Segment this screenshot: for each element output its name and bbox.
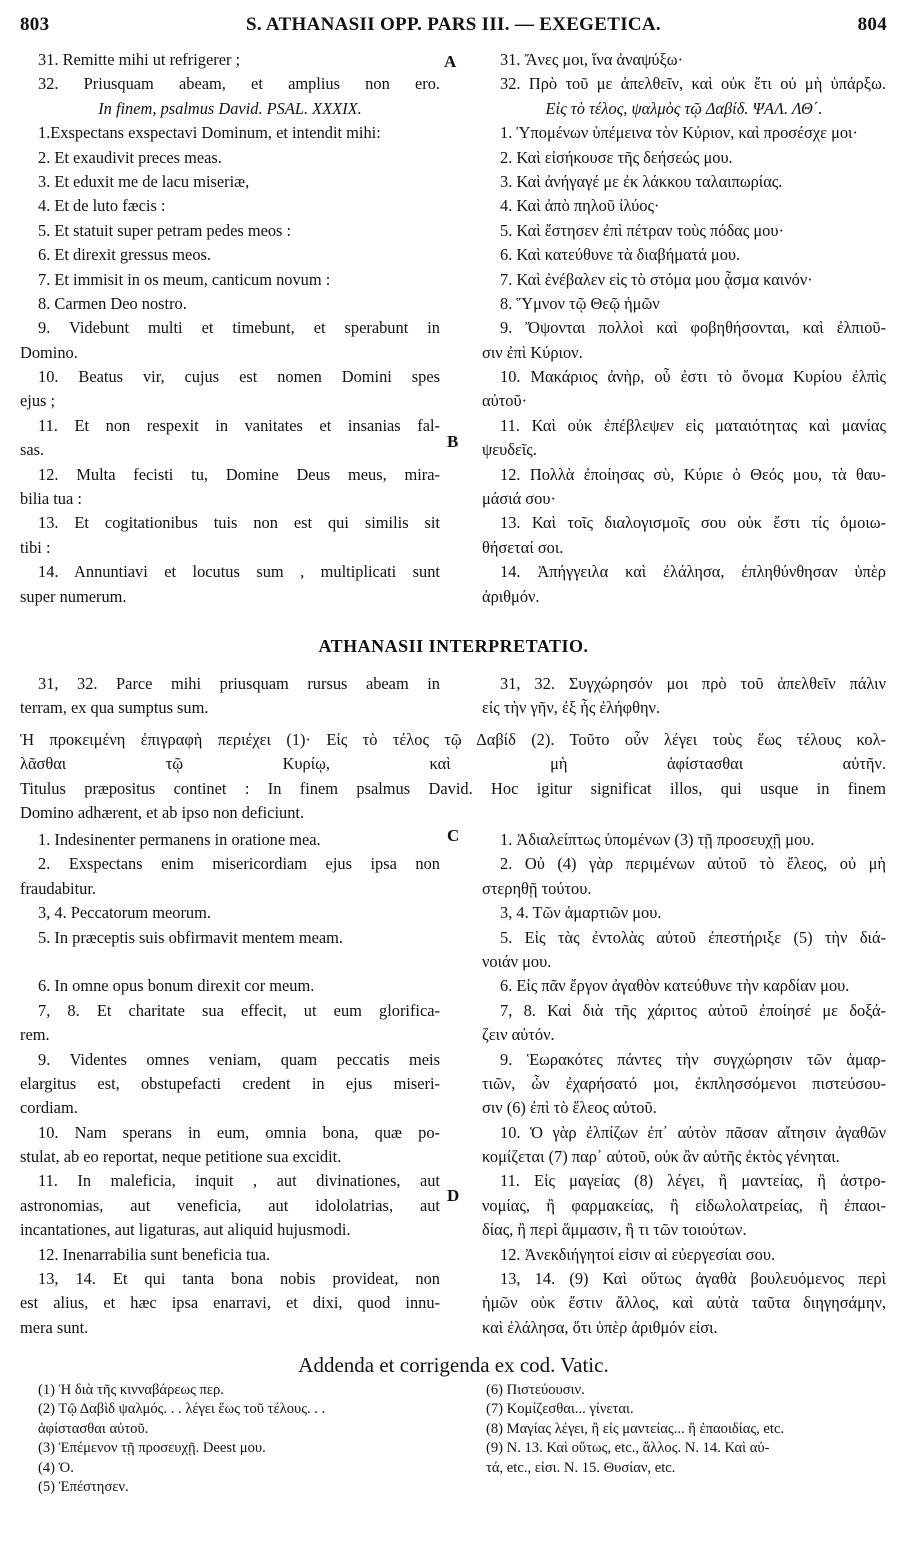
psalm-verse-line: 31. Ἄνες μοι, ἵνα ἀναψύξω·: [500, 50, 684, 69]
page-header: [20, 14, 887, 42]
psalm-verse-line: 4. Καὶ ἀπὸ πηλοῦ ἰλύος·: [500, 196, 660, 216]
interpretation-line: δίας, ἢ περὶ ἅμμασιν, ἢ τι τῶν τοιούτων.: [482, 1220, 747, 1240]
psalm-verse-line: 9. Ὄψονται πολλοὶ καὶ φοβηθήσονται, καὶ ἐλπιοῦ-: [500, 318, 886, 338]
psalm-verse-line: 31. Remitte mihi ut refrigerer ;: [38, 50, 241, 69]
interpretation-line: 1. Ἀδιαλείπτως ὑπομένων (3) τῇ προσευχῇ μου.: [500, 830, 815, 849]
interpretation-line: στερηθῇ τούτου.: [482, 878, 592, 898]
psalm-verse-line: αὐτοῦ·: [482, 391, 528, 411]
commentary-line: λᾶσθαι τῷ Κυρίῳ, καὶ μὴ ἀφίστασθαι αὐτῆν.: [20, 754, 886, 774]
interpretation-line: 6. In omne opus bonum direxit cor meum.: [38, 976, 315, 996]
title-commentary: [20, 728, 886, 826]
psalm-verse-line: tibi :: [20, 537, 51, 557]
psalm-verse-line: 32. Priusquam abeam, et amplius non ero.: [38, 74, 440, 94]
psalm-verse-line: 32. Πρὸ τοῦ με ἀπελθεῖν, καὶ οὐκ ἔτι οὐ μὴ ὑπάρξω.: [500, 74, 886, 94]
psalm-verse-line: sas.: [20, 440, 45, 460]
psalm-verse-line: 6. Et direxit gressus meos.: [38, 245, 211, 265]
interpretation-line: 6. Εἰς πᾶν ἔργον ἀγαθὸν κατεύθυνε τὴν καρδίαν μου.: [500, 976, 850, 996]
psalm-verse-line: 3. Καὶ ἀνήγαγέ με ἐκ λάκκου ταλαιπωρίας.: [500, 171, 783, 191]
interpretation-line: 1. Indesinenter permanens in oratione mea.: [38, 830, 321, 849]
interpretation-line: ἡμῶν οὐκ ἔστιν ἄλλος, καὶ αὐτὰ ταῦτα διηγησάμην,: [482, 1293, 886, 1313]
interpretation-line: 31, 32. Parce mihi priusquam rursus abeam in: [38, 674, 440, 693]
interpretation-line: incantationes, aut ligaturas, aut aliquid hujusmodi.: [20, 1220, 351, 1240]
interpretation-line: νομίας, ἢ φαρμακείας, ἢ εἰδωλολατρείας, ἢ ἐπαοι-: [482, 1195, 886, 1215]
interpretation-line: 10. Ὁ γὰρ ἐλπίζων ἐπ᾽ αὐτὸν πᾶσαν αἴτησιν ἀγαθῶν: [500, 1122, 886, 1142]
commentary-line: Ἡ προκειμένη ἐπιγραφὴ περιέχει (1)· Εἰς τὸ τέλος τῷ Δαβίδ (2). Τοῦτο οὖν λέγει τοὺς ἕως τέλους κολ-: [20, 730, 886, 749]
interpretation-line: 13, 14. (9) Καὶ οὕτως ἀγαθὰ βουλευόμενος περὶ: [500, 1269, 886, 1289]
interpretation-line: 11. In maleficia, inquit , aut divinationes, aut: [38, 1171, 440, 1191]
psalm-verse-line: super numerum.: [20, 586, 127, 606]
interpretation-greek-column: [482, 828, 886, 1340]
addenda-note: (7) Κομίζεσθαι... γίνεται.: [486, 1401, 634, 1418]
interpretation-line: 2. Οὐ (4) γὰρ περιμένων αὐτοῦ τὸ ἔλεος, οὐ μὴ: [500, 854, 886, 874]
interpretation-line: 12. Inenarrabilia sunt beneficia tua.: [38, 1244, 271, 1264]
interpretation-line: κομίζεται (7) παρ᾽ αὐτοῦ, οὐκ ἂν αὐτῆς ἐκτὸς γένηται.: [482, 1147, 840, 1167]
running-title: S. ATHANASII OPP. PARS III. — EXEGETICA.: [246, 14, 661, 35]
psalm-verse-line: 14. Ἀπήγγειλα καὶ ἐλάλησα, ἐπληθύνθησαν ὑπὲρ: [500, 562, 886, 582]
addenda-note: (9) N. 13. Καὶ οὕτως, etc., ἄλλος. N. 14. Καὶ αὐ-: [486, 1440, 770, 1457]
psalm-verse-line: θήσεταί σοι.: [482, 537, 564, 557]
margin-marker-c: C: [447, 826, 460, 845]
interpretation-line: rem.: [20, 1025, 50, 1045]
interpretation-line: 5. Εἰς τὰς ἐντολὰς αὐτοῦ ἐπεστήριξε (5) τὴν διά-: [500, 927, 886, 947]
interpretation-line: ζειν αὐτόν.: [482, 1025, 555, 1045]
addenda-note: (6) Πιστεύουσιν.: [486, 1382, 585, 1398]
interpretation-line: 31, 32. Συγχώρησόν μοι πρὸ τοῦ ἀπελθεῖν πάλιν: [500, 674, 886, 693]
psalm-verse-line: σιν ἐπὶ Κύριον.: [482, 342, 583, 362]
interpretation-line: terram, ex qua sumptus sum.: [20, 698, 209, 718]
addenda-note: (8) Μαγίας λέγει, ἢ εἰς μαντείας... ἢ ἐπαοιδίας, etc.: [486, 1420, 785, 1437]
interpretation-line: καὶ ἐλάλησα, ὅτι ὑπὲρ ἀριθμόν εἰσι.: [482, 1317, 718, 1337]
addenda-note: (3) Ἐπέμενον τῇ προσευχῇ. Deest μου.: [38, 1440, 266, 1457]
addenda-right-column: [486, 1381, 886, 1478]
psalm-verse-line: In finem, psalmus David. PSAL. XXXIX.: [98, 98, 362, 118]
psalm-verse-line: 9. Videbunt multi et timebunt, et sperabunt in: [38, 318, 440, 338]
commentary-line: Domino adhærent, et ab ipso non deficiunt.: [20, 803, 305, 823]
addenda-note: (5) Ἐπέστησεν.: [38, 1479, 129, 1496]
interpretation-line: astronomias, aut veneficia, aut idololatrias, aut: [20, 1195, 440, 1215]
interpretation-latin-column: [20, 828, 440, 1340]
psalm-latin-column: [20, 48, 440, 609]
psalm-verse-line: 10. Beatus vir, cujus est nomen Domini spes: [38, 367, 440, 387]
interpretation-line: σιν (6) ἐπὶ τὸ ἔλεος αὐτοῦ.: [482, 1098, 657, 1118]
section-title: ATHANASII INTERPRETATIO.: [318, 636, 589, 656]
commentary-line: Titulus præpositus continet : In finem psalmus David. Hoc igitur significat illos, qui usque in finem: [20, 778, 886, 798]
margin-marker-d: D: [447, 1186, 460, 1205]
psalm-verse-line: 10. Μακάριος ἀνὴρ, οὗ ἐστι τὸ ὄνομα Κυρίου ἐλπὶς: [500, 367, 886, 387]
psalm-verse-line: 3. Et eduxit me de lacu miseriæ,: [38, 171, 250, 191]
interpretation-line: cordiam.: [20, 1098, 78, 1118]
interpretation-line: est alius, et hæc ipsa enarravi, et dixi, quod innu-: [20, 1293, 440, 1313]
interpretation-line: [20, 950, 440, 974]
addenda-title: Addenda et corrigenda ex cod. Vatic.: [298, 1353, 609, 1377]
interpretation-line: 3, 4. Peccatorum meorum.: [38, 903, 211, 923]
interpretation-line: mera sunt.: [20, 1317, 89, 1337]
psalm-verse-line: 5. Καὶ ἔστησεν ἐπὶ πέτραν τοὺς πόδας μου·: [500, 220, 784, 240]
psalm-verse-line: 7. Καὶ ἐνέβαλεν εἰς τὸ στόμα μου ᾆσμα καινόν·: [500, 269, 813, 289]
interpretation-line: 7, 8. Et charitate sua effecit, ut eum glorifica-: [38, 1000, 440, 1020]
psalm-verse-line: Domino.: [20, 342, 78, 362]
interpretation-line: stulat, ab eo reportat, neque petitione sua excidit.: [20, 1147, 342, 1167]
psalm-verse-line: ejus ;: [20, 391, 56, 411]
psalm-verse-line: 6. Καὶ κατεύθυνε τὰ διαβήματά μου.: [500, 245, 741, 265]
interpretation-line: 10. Nam sperans in eum, omnia bona, quæ po-: [38, 1122, 440, 1142]
interpretation-line: νοιάν μου.: [482, 951, 552, 971]
psalm-verse-line: 1. Ὑπομένων ὑπέμεινα τὸν Κύριον, καὶ προσέσχε μοι·: [500, 123, 858, 143]
interpretation-line: εἰς τὴν γῆν, ἐξ ἧς ἐλήφθην.: [482, 698, 661, 718]
page-number-left: 803: [20, 14, 50, 35]
psalm-verse-line: 11. Καὶ οὐκ ἐπέβλεψεν εἰς ματαιότητας καὶ μανίας: [500, 415, 886, 435]
addenda-note: (2) Τῷ Δαβὶδ ψαλμός. . . λέγει ἕως τοῦ τέλους. . .: [38, 1401, 326, 1418]
interpretation-line: 3, 4. Τῶν ἁμαρτιῶν μου.: [500, 903, 662, 923]
interpretation-line: 9. Ἑωρακότες πάντες τὴν συγχώρησιν τῶν ἁμαρ-: [500, 1049, 886, 1069]
psalm-verse-line: 7. Et immisit in os meum, canticum novum :: [38, 269, 331, 289]
psalm-verse-line: Εἰς τὸ τέλος, ψαλμὸς τῷ Δαβίδ. ΨΑΛ. ΛΘ΄.: [545, 98, 823, 118]
psalm-verse-line: 11. Et non respexit in vanitates et insanias fal-: [38, 415, 440, 435]
interpretation-line: 9. Videntes omnes veniam, quam peccatis meis: [38, 1049, 440, 1069]
addenda-note: (1) Ἡ διὰ τῆς κινναβάρεως περ.: [38, 1382, 224, 1398]
interpretation-intro-latin: [20, 672, 440, 721]
interpretation-line: 2. Exspectans enim misericordiam ejus ipsa non: [38, 854, 440, 874]
interpretation-line: 13, 14. Et qui tanta bona nobis provideat, non: [38, 1269, 440, 1289]
psalm-verse-line: 13. Et cogitationibus tuis non est qui similis sit: [38, 513, 440, 533]
interpretation-line: 12. Ἀνεκδιήγητοί εἰσιν αἱ εὐεργεσίαι σου.: [500, 1244, 776, 1264]
page-number-right: 804: [857, 14, 887, 35]
addenda-note: τά, etc., εἰσι. N. 15. Θυσίαν, etc.: [486, 1459, 676, 1476]
psalm-verse-line: 5. Et statuit super petram pedes meos :: [38, 220, 292, 240]
psalm-verse-line: ἀριθμόν.: [482, 586, 540, 606]
interpretation-line: 11. Εἰς μαγείας (8) λέγει, ἢ μαντείας, ἢ ἀστρο-: [500, 1171, 886, 1191]
interpretation-line: 5. In præceptis suis obfirmavit mentem meam.: [38, 927, 343, 947]
psalm-verse-line: ψευδεῖς.: [482, 440, 537, 460]
interpretation-intro-greek: [482, 672, 886, 721]
psalm-verse-line: 8. Carmen Deo nostro.: [38, 293, 187, 313]
psalm-verse-line: bilia tua :: [20, 489, 82, 509]
psalm-greek-column: [482, 48, 886, 609]
psalm-verse-line: 14. Annuntiavi et locutus sum , multiplicati sunt: [38, 562, 440, 582]
psalm-verse-line: 13. Καὶ τοῖς διαλογισμοῖς σου οὐκ ἔστι τίς ὁμοιω-: [500, 513, 886, 533]
margin-marker-b: B: [447, 432, 459, 451]
interpretation-line: fraudabitur.: [20, 878, 97, 898]
addenda-left-column: [38, 1381, 458, 1497]
psalm-verse-line: μάσιά σου·: [482, 489, 556, 509]
addenda-note: ἀφίστασθαι αὐτοῦ.: [38, 1420, 149, 1437]
psalm-verse-line: 1.Exspectans exspectavi Dominum, et intendit mihi:: [38, 123, 381, 143]
psalm-verse-line: 4. Et de luto fæcis :: [38, 196, 166, 216]
psalm-verse-line: 12. Multa fecisti tu, Domine Deus meus, mira-: [38, 464, 440, 484]
psalm-verse-line: 2. Et exaudivit preces meas.: [38, 147, 222, 167]
interpretation-line: τιῶν, ὧν ἐχαρήσατό μοι, ἐκπλησσόμενοι πιστεύσου-: [482, 1073, 886, 1093]
interpretation-line: elargitus est, obstupefacti credent in ejus miseri-: [20, 1073, 440, 1093]
margin-marker-a: A: [444, 52, 457, 71]
interpretation-line: 7, 8. Καὶ διὰ τῆς χάριτος αὐτοῦ ἐποίησέ με δοξά-: [500, 1000, 886, 1020]
psalm-verse-line: 8. Ὕμνον τῷ Θεῷ ἡμῶν: [500, 293, 660, 313]
psalm-verse-line: 2. Καὶ εἰσήκουσε τῆς δεήσεώς μου.: [500, 147, 733, 167]
addenda-note: (4) Ὁ.: [38, 1459, 74, 1476]
psalm-verse-line: 12. Πολλὰ ἐποίησας σὺ, Κύριε ὁ Θεός μου, τὰ θαυ-: [500, 464, 886, 484]
